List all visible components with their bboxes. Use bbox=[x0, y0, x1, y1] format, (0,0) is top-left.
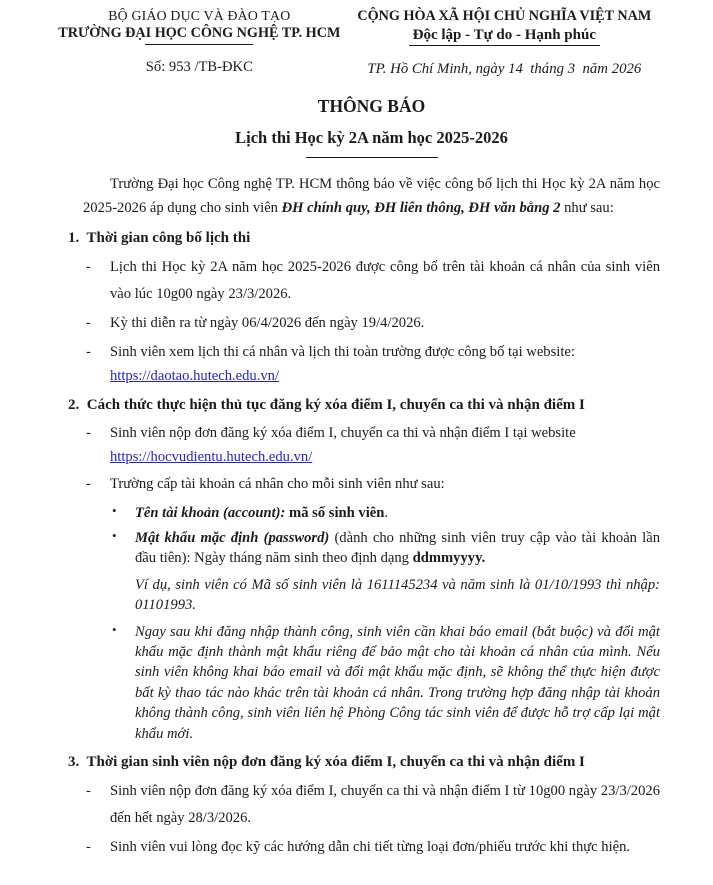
national-motto-wrap bbox=[349, 27, 660, 46]
university-underline bbox=[145, 44, 253, 45]
security-note-text: Ngay sau khi đăng nhập thành công, sinh viên cần khai báo email (bắt buộc) và đổi mật khẩu mặc định thành mật khẩu riêng để bảo mật cho tài khoản cá nhân của mình. Nếu sinh viên không khai báo email và đổi mật khẩu mặc định, sẽ không thể thực hiện được bất kỳ thao tác nào khác trên tài khoản cá nhân. Trong trường hợp đăng nhập tài khoản không thành công, sinh viên liên hệ Phòng Công tác sinh viên để được hỗ trợ cấp lại mật khẩu mới. bbox=[135, 623, 660, 742]
dash-marker: - bbox=[86, 343, 91, 360]
daotao-link-line bbox=[110, 366, 660, 387]
national-title: CỘNG HÒA XÃ HỘI CHỦ NGHĨA VIỆT NAM bbox=[357, 8, 652, 24]
header-right bbox=[349, 8, 660, 78]
dash-marker: - bbox=[86, 425, 91, 442]
intro-paragraph bbox=[83, 173, 660, 220]
account-provision-text: Trường cấp tài khoản cá nhân cho mỗi sinh viên như sau: bbox=[110, 475, 445, 492]
password-format: ddmmyyyy. bbox=[412, 550, 486, 567]
dash-marker: - bbox=[86, 258, 91, 275]
header-left bbox=[50, 8, 349, 78]
title-underline bbox=[306, 157, 438, 158]
doc-title: THÔNG BÁO bbox=[317, 96, 426, 116]
schedule-publish-text: Lịch thi Học kỳ 2A năm học 2025-2026 được công bố trên tài khoản cá nhân của sinh viên vào lúc 10g00 ngày 23/3/2026. bbox=[110, 258, 660, 302]
ministry-name: BỘ GIÁO DỤC VÀ ĐÀO TẠO bbox=[108, 8, 291, 23]
account-value: mã số sinh viên bbox=[285, 504, 385, 521]
bullet-marker: • bbox=[112, 502, 117, 518]
i-form-website-text: Sinh viên nộp đơn đăng ký xóa điểm I, chuyển ca thi và nhận điểm I tại website bbox=[110, 425, 576, 442]
exam-period-item bbox=[83, 310, 660, 337]
section-1-heading: 1. Thời gian công bố lịch thi bbox=[68, 230, 251, 247]
intro-text-1: Trường Đại học Công nghệ TP. HCM thông báo về việc công bố lịch thi Học kỳ 2A năm học 2025-2026 áp dụng cho sinh viên bbox=[83, 176, 660, 216]
exam-schedule-website-item bbox=[83, 339, 660, 387]
read-instructions-text: Sinh viên vui lòng đọc kỹ các hướng dẫn chi tiết từng loại đơn/phiếu trước khi thực hiện. bbox=[110, 838, 631, 855]
account-name-bullet bbox=[83, 503, 660, 523]
section-3-heading: 3. Thời gian sinh viên nộp đơn đăng ký xóa điểm I, chuyển ca thi và nhận điểm I bbox=[68, 754, 585, 771]
password-example: Ví dụ, sinh viên có Mã số sinh viên là 1611145234 và năm sinh là 01/10/1993 thì nhập: 01101993. bbox=[135, 576, 660, 614]
dash-marker: - bbox=[86, 782, 91, 799]
account-tail: . bbox=[384, 504, 388, 521]
university-name: TRƯỜNG ĐẠI HỌC CÔNG NGHỆ TP. HCM bbox=[58, 25, 341, 41]
hocvudientu-link-line bbox=[110, 447, 660, 468]
hocvudientu-link[interactable]: https://hocvudientu.hutech.edu.vn/ bbox=[110, 449, 313, 466]
intro-emphasis: ĐH chính quy, ĐH liên thông, ĐH văn bằng 2 bbox=[281, 199, 561, 216]
read-instructions-item bbox=[83, 834, 660, 861]
exam-period-text: Kỳ thi diễn ra từ ngày 06/4/2026 đến ngày 19/4/2026. bbox=[110, 314, 425, 331]
bullet-marker: • bbox=[112, 621, 117, 637]
document-header bbox=[50, 8, 660, 78]
place-date: TP. Hồ Chí Minh, ngày 14 tháng 3 năm 2026 bbox=[367, 61, 642, 77]
doc-number: Số: 953 /TB-ĐKC bbox=[145, 59, 253, 75]
form-submission-period-text: Sinh viên nộp đơn đăng ký xóa điểm I, chuyển ca thi và nhận điểm I từ 10g00 ngày 23/3/2026 đến hết ngày 28/3/2026. bbox=[110, 782, 660, 826]
dash-marker: - bbox=[86, 475, 91, 492]
i-form-website-item bbox=[83, 420, 660, 468]
dash-marker: - bbox=[86, 838, 91, 855]
schedule-publish-item bbox=[83, 254, 660, 308]
default-password-bullet bbox=[83, 528, 660, 569]
bullet-marker: • bbox=[112, 527, 117, 543]
doc-subtitle: Lịch thi Học kỳ 2A năm học 2025-2026 bbox=[235, 128, 508, 147]
exam-schedule-website-text: Sinh viên xem lịch thi cá nhân và lịch thi toàn trường được công bố tại website: bbox=[110, 343, 575, 360]
section-2-heading: 2. Cách thức thực hiện thủ tục đăng ký xóa điểm I, chuyển ca thi và nhận điểm I bbox=[68, 396, 585, 413]
security-note-bullet bbox=[83, 622, 660, 745]
password-text: (dành cho những sinh viên truy cập vào tài khoản lần đầu tiên): Ngày tháng năm sinh theo định dạng bbox=[135, 529, 660, 567]
form-submission-period-item bbox=[83, 778, 660, 832]
intro-text-2: như sau: bbox=[560, 199, 614, 216]
password-label: Mật khẩu mặc định (password) bbox=[135, 529, 330, 546]
account-label: Tên tài khoản (account): bbox=[135, 504, 286, 521]
daotao-link[interactable]: https://daotao.hutech.edu.vn/ bbox=[110, 367, 280, 384]
dash-marker: - bbox=[86, 314, 91, 331]
national-motto: Độc lập - Tự do - Hạnh phúc bbox=[409, 27, 600, 46]
account-provision-item bbox=[83, 471, 660, 498]
